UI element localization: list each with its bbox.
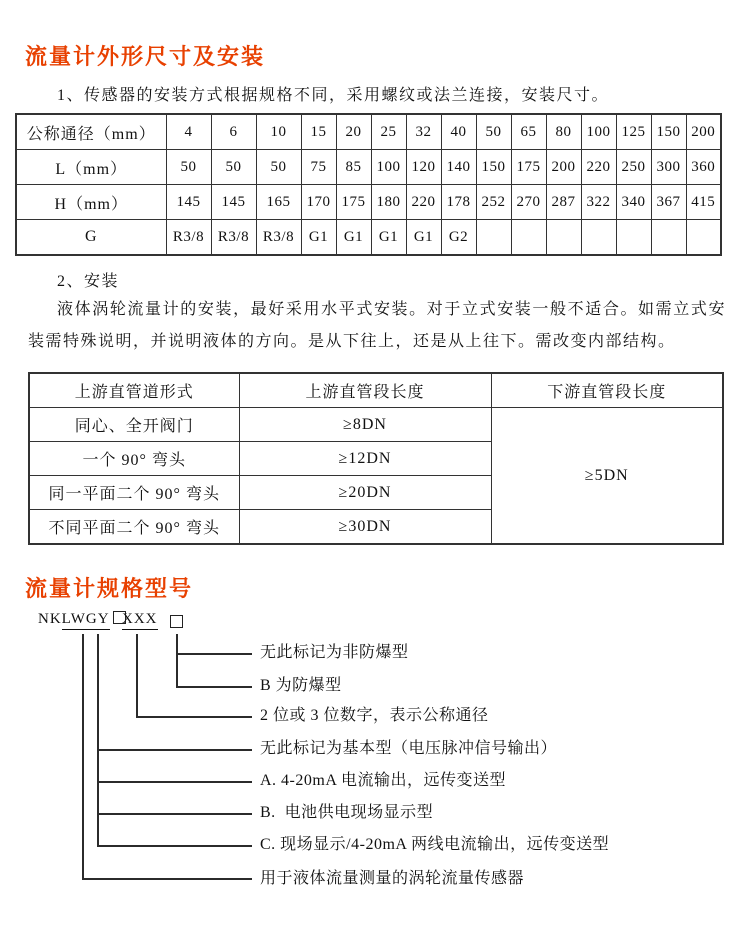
model-code-digits: XXX xyxy=(122,611,158,630)
pipe-upstream-cell: ≥30DN xyxy=(239,510,491,545)
h-cell: 145 xyxy=(166,185,211,220)
dn-cell: 150 xyxy=(651,114,686,150)
h-cell: 340 xyxy=(616,185,651,220)
dn-cell: 25 xyxy=(371,114,406,150)
model-option-label: 无此标记为非防爆型 xyxy=(260,644,409,661)
connector-line xyxy=(82,878,252,880)
g-cell: R3/8 xyxy=(211,220,256,256)
dn-cell: 65 xyxy=(511,114,546,150)
intro-paragraph: 1、传感器的安装方式根据规格不同，采用螺纹或法兰连接，安装尺寸。 xyxy=(57,87,610,104)
dn-cell: 6 xyxy=(211,114,256,150)
model-placeholder-box-2 xyxy=(170,615,183,628)
l-cell: 250 xyxy=(616,150,651,185)
dn-cell: 80 xyxy=(546,114,581,150)
connector-line xyxy=(97,845,252,847)
section-heading-dimensions: 流量计外形尺寸及安装 xyxy=(25,44,266,69)
model-option-label: 无此标记为基本型（电压脉冲信号输出） xyxy=(260,740,558,757)
h-cell: 415 xyxy=(686,185,721,220)
model-option-label: C. 现场显示/4-20mA 两线电流输出，远传变送型 xyxy=(260,836,610,853)
pipe-form-cell: 一个 90° 弯头 xyxy=(29,442,239,476)
dn-cell: 125 xyxy=(616,114,651,150)
pipe-upstream-cell: ≥8DN xyxy=(239,408,491,442)
dn-cell: 20 xyxy=(336,114,371,150)
model-code-underlined: LWGY xyxy=(62,611,110,630)
connector-line xyxy=(176,686,252,688)
model-code-prefix: NK xyxy=(38,611,62,627)
g-cell: R3/8 xyxy=(256,220,301,256)
dn-cell: 10 xyxy=(256,114,301,150)
l-cell: 175 xyxy=(511,150,546,185)
dn-cell: 200 xyxy=(686,114,721,150)
row-label: 公称通径（mm） xyxy=(16,114,166,150)
l-cell: 300 xyxy=(651,150,686,185)
h-cell: 367 xyxy=(651,185,686,220)
g-cell: G1 xyxy=(336,220,371,256)
pipe-header-form: 上游直管道形式 xyxy=(29,373,239,408)
h-cell: 270 xyxy=(511,185,546,220)
pipe-header-downstream: 下游直管段长度 xyxy=(491,373,723,408)
connector-line xyxy=(82,634,84,880)
l-cell: 75 xyxy=(301,150,336,185)
g-cell: G1 xyxy=(406,220,441,256)
l-cell: 120 xyxy=(406,150,441,185)
model-option-label: 用于液体流量测量的涡轮流量传感器 xyxy=(260,870,525,887)
connector-line xyxy=(176,634,178,688)
model-code-prefix-group xyxy=(38,611,126,628)
l-cell: 360 xyxy=(686,150,721,185)
l-cell: 150 xyxy=(476,150,511,185)
connector-line xyxy=(97,634,99,847)
connector-line xyxy=(97,781,252,783)
l-cell: 200 xyxy=(546,150,581,185)
model-option-label: B. 电池供电现场显示型 xyxy=(260,804,434,821)
h-cell: 287 xyxy=(546,185,581,220)
h-cell: 252 xyxy=(476,185,511,220)
connector-line xyxy=(97,749,252,751)
connector-line xyxy=(136,716,252,718)
model-placeholder-box-2-wrap xyxy=(170,614,183,632)
l-cell: 50 xyxy=(256,150,301,185)
dn-cell: 4 xyxy=(166,114,211,150)
row-label: H（mm） xyxy=(16,185,166,220)
model-code-digits-group xyxy=(122,611,158,628)
dn-cell: 40 xyxy=(441,114,476,150)
connector-line xyxy=(176,653,252,655)
l-cell: 50 xyxy=(166,150,211,185)
model-option-label: 2 位或 3 位数字，表示公称通径 xyxy=(260,707,489,724)
h-cell: 178 xyxy=(441,185,476,220)
install-paragraph: 液体涡轮流量计的安装，最好采用水平式安装。对于立式安装一般不适合。如需立式安装需特殊说明，并说明液体的方向。是从下往上，还是从上往下。需改变内部结构。 xyxy=(28,301,726,350)
l-cell: 100 xyxy=(371,150,406,185)
g-cell: G2 xyxy=(441,220,476,256)
dn-cell: 100 xyxy=(581,114,616,150)
g-cell: G1 xyxy=(371,220,406,256)
pipe-upstream-cell: ≥20DN xyxy=(239,476,491,510)
row-label: L（mm） xyxy=(16,150,166,185)
row-label: G xyxy=(16,220,166,256)
model-option-label: B 为防爆型 xyxy=(260,677,342,694)
install-section-title: 2、安装 xyxy=(57,273,120,290)
dn-cell: 15 xyxy=(301,114,336,150)
l-cell: 50 xyxy=(211,150,256,185)
connector-line xyxy=(136,634,138,718)
dn-cell: 50 xyxy=(476,114,511,150)
h-cell: 322 xyxy=(581,185,616,220)
pipe-form-cell: 不同平面二个 90° 弯头 xyxy=(29,510,239,545)
connector-line xyxy=(97,813,252,815)
h-cell: 175 xyxy=(336,185,371,220)
g-cell: G1 xyxy=(301,220,336,256)
pipe-form-cell: 同一平面二个 90° 弯头 xyxy=(29,476,239,510)
pipe-upstream-cell: ≥12DN xyxy=(239,442,491,476)
h-cell: 145 xyxy=(211,185,256,220)
h-cell: 220 xyxy=(406,185,441,220)
pipe-form-cell: 同心、全开阀门 xyxy=(29,408,239,442)
model-option-label: A. 4-20mA 电流输出，远传变送型 xyxy=(260,772,507,789)
dn-cell: 32 xyxy=(406,114,441,150)
h-cell: 165 xyxy=(256,185,301,220)
h-cell: 170 xyxy=(301,185,336,220)
section-heading-model: 流量计规格型号 xyxy=(25,576,194,601)
l-cell: 220 xyxy=(581,150,616,185)
l-cell: 140 xyxy=(441,150,476,185)
h-cell: 180 xyxy=(371,185,406,220)
g-cell: R3/8 xyxy=(166,220,211,256)
pipe-downstream-merged-cell: ≥5DN xyxy=(491,408,723,545)
l-cell: 85 xyxy=(336,150,371,185)
pipe-header-upstream: 上游直管段长度 xyxy=(239,373,491,408)
